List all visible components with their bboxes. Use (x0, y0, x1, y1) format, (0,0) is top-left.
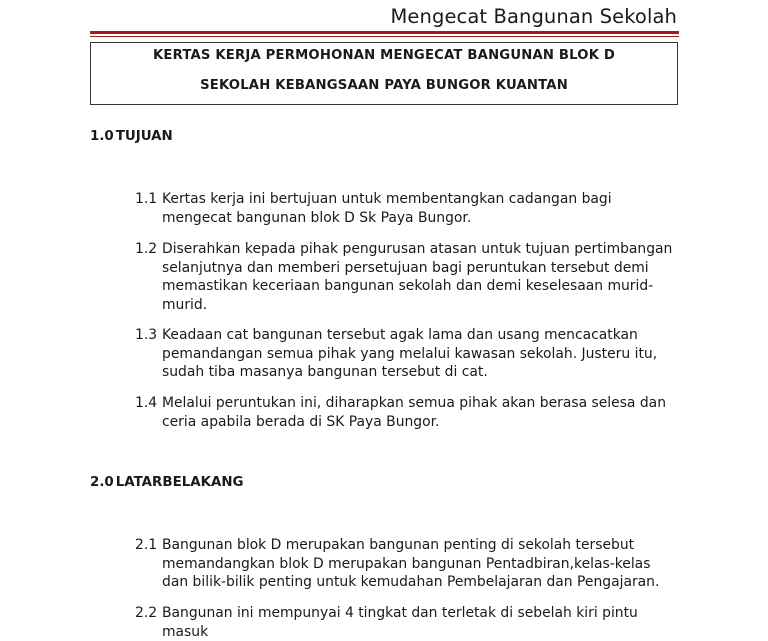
item-number: 2.2 (135, 605, 158, 621)
list-item (135, 190, 680, 227)
item-text: Bangunan ini mempunyai 4 tingkat dan terletak di sebelah kiri pintu masuk (162, 605, 638, 640)
header-rule-thick (90, 31, 679, 34)
title-line-1: KERTAS KERJA PERMOHONAN MENGECAT BANGUNAN BLOK D (152, 48, 616, 63)
title-line-2: SEKOLAH KEBANGSAAN PAYA BUNGOR KUANTAN (200, 78, 568, 93)
section-title: LATARBELAKANG (115, 475, 244, 490)
list-item (135, 536, 680, 592)
item-text: Keadaan cat bangunan tersebut agak lama dan usang mencacatkan pemandangan semua pihak yang melalui kawasan sekolah. Justeru itu, sudah tiba masanya bangunan tersebut di cat. (162, 327, 658, 380)
item-text: Bangunan blok D merupakan bangunan penting di sekolah tersebut memandangkan blok D merupakan bangunan Pentadbiran,kelas-kelas dan bilik-bilik penting untuk kemudahan Pembelajaran dan Pengajaran. (162, 537, 660, 590)
section-number: 2.0 (90, 475, 114, 490)
section-heading-tujuan (90, 129, 173, 144)
section-number: 1.0 (90, 129, 114, 144)
item-text: Kertas kerja ini bertujuan untuk membentangkan cadangan bagi mengecat bangunan blok D Sk Paya Bungor. (162, 191, 612, 226)
list-item (135, 394, 680, 431)
item-number: 2.1 (135, 537, 158, 553)
title-box (90, 42, 678, 105)
section-heading-latarbelakang (90, 475, 244, 490)
item-text: Diserahkan kepada pihak pengurusan atasan untuk tujuan pertimbangan selanjutnya dan memberi persetujuan bagi peruntukan tersebut demi memastikan keceriaan bangunan sekolah dan demi keselesaan murid-murid. (162, 241, 673, 313)
item-number: 1.4 (135, 395, 158, 411)
section-title: TUJUAN (115, 129, 173, 144)
item-number: 1.1 (135, 191, 158, 207)
item-number: 1.3 (135, 327, 158, 343)
header-rule-thin (90, 36, 679, 37)
list-item (135, 604, 680, 641)
list-item (135, 240, 680, 314)
header-title: Mengecat Bangunan Sekolah (390, 5, 677, 28)
item-number: 1.2 (135, 241, 158, 257)
item-text: Melalui peruntukan ini, diharapkan semua pihak akan berasa selesa dan ceria apabila berada di SK Paya Bungor. (162, 395, 666, 430)
list-item (135, 326, 680, 382)
